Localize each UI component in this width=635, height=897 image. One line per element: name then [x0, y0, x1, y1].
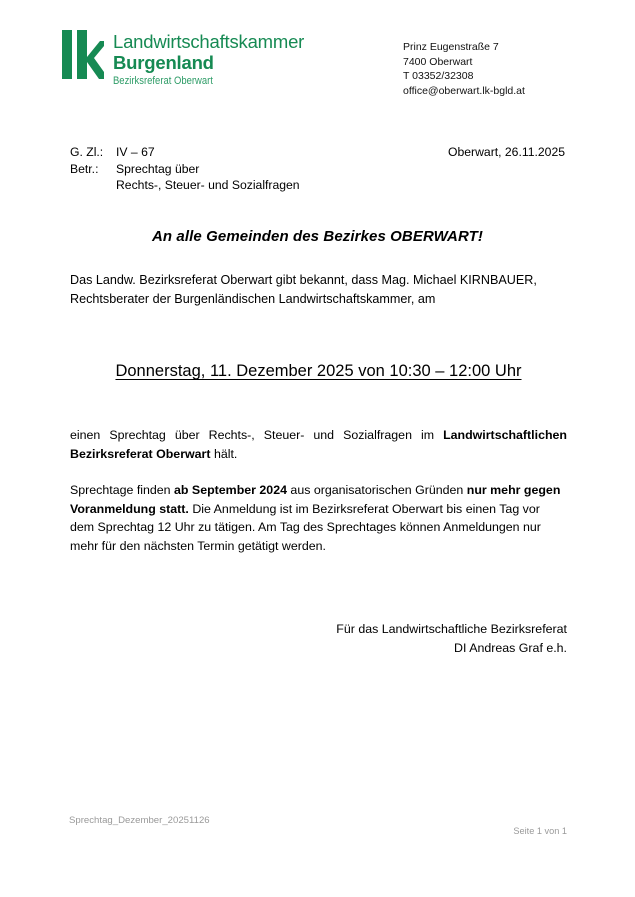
reference-value-betr-line2-row: [70, 177, 565, 194]
logo-line-department: Bezirksreferat Oberwart: [113, 75, 213, 87]
reference-row-gz: [70, 144, 565, 161]
consultation-text-part2: hält.: [210, 446, 238, 461]
reference-block: [70, 144, 565, 194]
signature-department: Für das Landwirtschaftliche Bezirksreferat: [336, 622, 567, 636]
registration-paragraph: [70, 481, 567, 555]
contact-city: 7400 Oberwart: [403, 55, 473, 68]
logo-wordmark: [113, 30, 304, 88]
consultation-paragraph: [70, 426, 567, 463]
organization-logo: [62, 30, 304, 88]
reference-value-betr-line2: Rechts-, Steuer- und Sozialfragen: [116, 178, 300, 192]
contact-details: [403, 40, 525, 98]
appointment-date-heading: [70, 360, 567, 382]
consultation-text-part1: einen Sprechtag über Rechts-, Steuer- und Sozialfragen im: [70, 428, 444, 442]
registration-text-part2: aus organisatorischen Gründen: [286, 483, 467, 497]
registration-text-part3: Die Anmeldung ist im Bezirksreferat Oberwart bis einen Tag vor dem Sprechtag 12 Uhr zu tätigen. Am Tag des Sprechtages können Anmeldungen nur mehr für den nächsten Termin getätigt werden.: [70, 501, 541, 553]
intro-paragraph: Das Landw. Bezirksreferat Oberwart gibt bekannt, dass Mag. Michael KIRNBAUER, Rechtsberater der Burgenländischen Landwirtschaftskammer, am: [70, 273, 537, 306]
consultation-office-bold: Landwirtschaftlichen Bezirksreferat Oberwart: [70, 428, 567, 461]
reference-value-betr-line1: Sprechtag über: [116, 161, 200, 176]
contact-email: office@oberwart.lk-bgld.at: [403, 84, 525, 97]
contact-street: Prinz Eugenstraße 7: [403, 41, 499, 53]
logo-line-chamber: Landwirtschaftskammer: [113, 31, 305, 52]
letterhead: [0, 0, 635, 120]
lk-logo-icon: [62, 30, 104, 79]
footer-page-indicator: Seite 1 von 1: [513, 826, 567, 836]
registration-text-part1: Sprechtage finden: [70, 483, 175, 497]
place-and-date: Oberwart, 26.11.2025: [448, 145, 565, 159]
appointment-date-text: Donnerstag, 11. Dezember 2025 von 10:30 – 12:00 Uhr: [115, 362, 522, 380]
registration-since-bold: ab September 2024: [174, 483, 287, 497]
reference-row-subject: [70, 161, 565, 178]
contact-phone: T 03352/32308: [403, 70, 474, 83]
logo-line-region: Burgenland: [113, 52, 214, 73]
reference-label-gz: G. Zl.:: [70, 145, 104, 159]
reference-value-gz: IV – 67: [116, 145, 155, 159]
page-title: An alle Gemeinden des Bezirkes OBERWART!: [151, 228, 484, 245]
signature-block: [70, 620, 567, 657]
registration-requirement-bold: nur mehr gegen Voranmeldung statt.: [70, 483, 561, 516]
signature-name: DI Andreas Graf e.h.: [454, 640, 567, 655]
footer-file-reference: Sprechtag_Dezember_20251126: [69, 815, 210, 826]
reference-label-betr: Betr.:: [70, 161, 99, 176]
